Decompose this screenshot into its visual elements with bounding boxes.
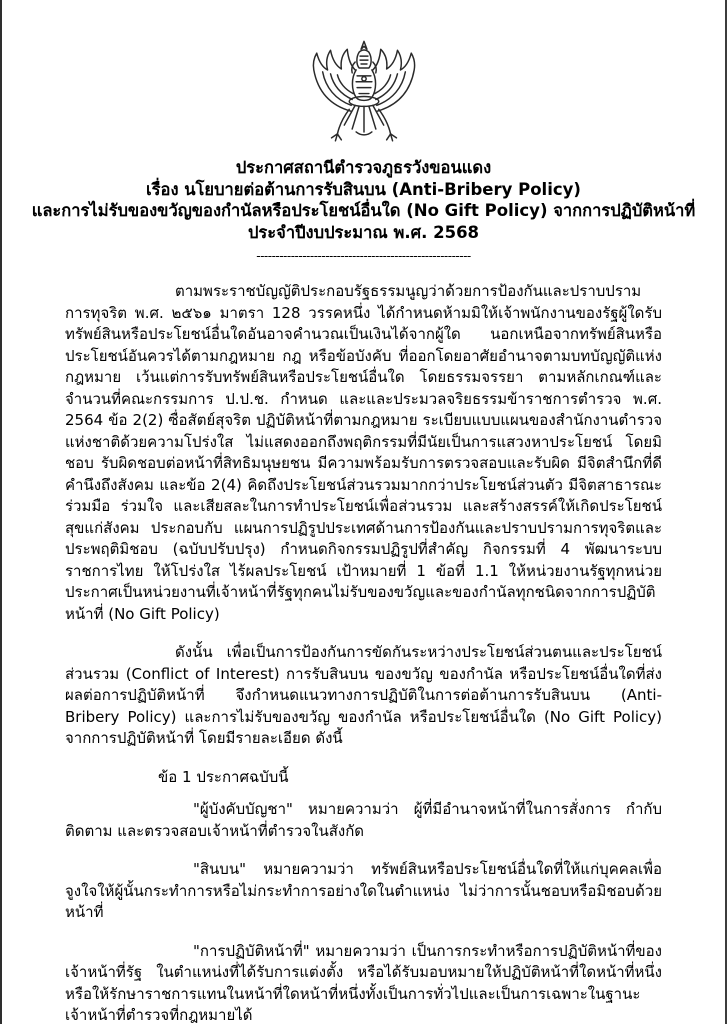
announcement-fiscal-year-line: ประจำปีงบประมาณ พ.ศ. 2568 <box>247 222 480 242</box>
dashed-separator: -------------------------------------------------------- <box>256 249 471 263</box>
document-body <box>65 281 662 1024</box>
definition-performance-of-duty: "การปฏิบัติหน้าที่" หมายความว่า เป็นการกระทำหรือการปฏิบัติหน้าที่ของเจ้าหน้าที่รัฐ ในตำแหน่งที่ได้รับการแต่งตั้ง หรือได้รับมอบหมายให้ปฏิบัติหน้าที่ใดหน้าที่หนึ่ง หรือให้รักษาราชการแทนในหน้าที่ใดหน้าที่หนึ่งทั้งเป็นการทั่วไปและเป็นการเฉพาะในฐานะเจ้าหน้าที่ตำรวจที่กฎหมายได้ <box>65 941 662 1024</box>
announcement-subject-line-1: เรื่อง นโยบายต่อต้านการรับสินบน (Anti-Bribery Policy) <box>146 179 581 199</box>
announcement-org-line: ประกาศสถานีตำรวจภูธรวังขอนแดง <box>235 158 492 177</box>
paragraph-legal-basis: ตามพระราชบัญญัติประกอบรัฐธรรมนูญว่าด้วยการป้องกันและปราบปรามการทุจริต พ.ศ. ๒๕๖๑ มาตรา 128 วรรคหนึ่ง ได้กำหนดห้ามมิให้เจ้าพนักงานของรัฐผู้ใดรับทรัพย์สินหรือประโยชน์อื่นใดอันอาจคำนวณเป็นเงินได้จากผู้ใด นอกเหนือจากทรัพย์สินหรือประโยชน์อันควรได้ตามกฎหมาย กฎ หรือข้อบังคับ ที่ออกโดยอาศัยอำนาจตามบทบัญญัติแห่งกฎหมาย เว้นแต่การรับทรัพย์สินหรือประโยชน์อื่นใด โดยธรรมจรรยา ตามหลักเกณฑ์และจำนวนที่คณะกรรมการ ป.ป.ช. กำหนด และและประมวลจริยธรรมข้าราชการตำรวจ พ.ศ. 2564 ข้อ 2(2) ซื่อสัตย์สุจริต ปฏิบัติหน้าที่ตามกฎหมาย ระเบียบแบบแผนของสำนักงานตำรวจแห่งชาติด้วยความโปร่งใส ไม่แสดงออกถึงพฤติกรรมที่มีนัยเป็นการแสวงหาประโยชน์ โดยมิชอบ รับผิดชอบต่อหน้าที่สิทธิมนุษยชน มีความพร้อมรับการตรวจสอบและรับผิด มีจิตสำนึกที่ดี คำนึงถึงสังคม และข้อ 2(4) คิดถึงประโยชน์ส่วนรวมมากกว่าประโยชน์ส่วนตัว มีจิตสาธารณะ ร่วมมือ ร่วมใจ และเสียสละในการทำประโยชน์เพื่อส่วนรวม และสร้างสรรค์ให้เกิดประโยชน์สุขแก่สังคม ประกอบกับ แผนการปฏิรูปประเทศด้านการป้องกันและปราบปรามการทุจริตและประพฤติมิชอบ (ฉบับปรับปรุง) กำหนดกิจกรรมปฏิรูปที่สำคัญ กิจกรรมที่ 4 พัฒนาระบบราชการไทย ให้โปร่งใส ไร้ผลประโยชน์ เป้าหมายที่ 1 ข้อที่ 1.1 ให้หน่วยงานรัฐทุกหน่วยประกาศเป็นหน่วยงานที่เจ้าหน้าที่รัฐทุกคนไม่รับของขวัญและของกำนัลทุกชนิดจากการปฏิบัติหน้าที่ (No Gift Policy) <box>65 282 662 623</box>
paragraph-purpose: ดังนั้น เพื่อเป็นการป้องกันการขัดกันระหว่างประโยชน์ส่วนตนและประโยชน์ส่วนรวม (Conflict of Interest) การรับสินบน ของขวัญ ของกำนัล หรือประโยชน์อื่นใดที่ส่งผลต่อการปฏิบัติหน้าที่ จึงกำหนดแนวทางการปฏิบัติในการต่อต้านการรับสินบน (Anti-Bribery Policy) และการไม่รับของขวัญ ของกำนัล หรือประโยชน์อื่นใด (No Gift Policy) จากการปฏิบัติหน้าที่ โดยมีรายละเอียด ดังนี้ <box>65 643 662 747</box>
garuda-emblem-icon <box>300 40 428 154</box>
clause-1-heading: ข้อ 1 ประกาศฉบับนี้ <box>158 767 289 786</box>
definition-bribe: "สินบน" หมายความว่า ทรัพย์สินหรือประโยชน์อื่นใดที่ให้แก่บุคคลเพื่อจูงใจให้ผู้นั้นกระทำการหรือไม่กระทำการอย่างใดในตำแหน่ง ไม่ว่าการนั้นชอบหรือมิชอบด้วยหน้าที่ <box>65 860 662 921</box>
scan-edge-left <box>0 0 2 1024</box>
announcement-subject-line-2: และการไม่รับของขวัญของกำนัลหรือประโยชน์อื่นใด (No Gift Policy) จากการปฏิบัติหน้าที่ <box>31 201 696 220</box>
document-title-block <box>20 157 707 262</box>
definition-commander: "ผู้บังคับบัญชา" หมายความว่า ผู้ที่มีอำนาจหน้าที่ในการสั่งการ กำกับ ติดตาม และตรวจสอบเจ้าหน้าที่ตำรวจในสังกัด <box>65 800 662 840</box>
